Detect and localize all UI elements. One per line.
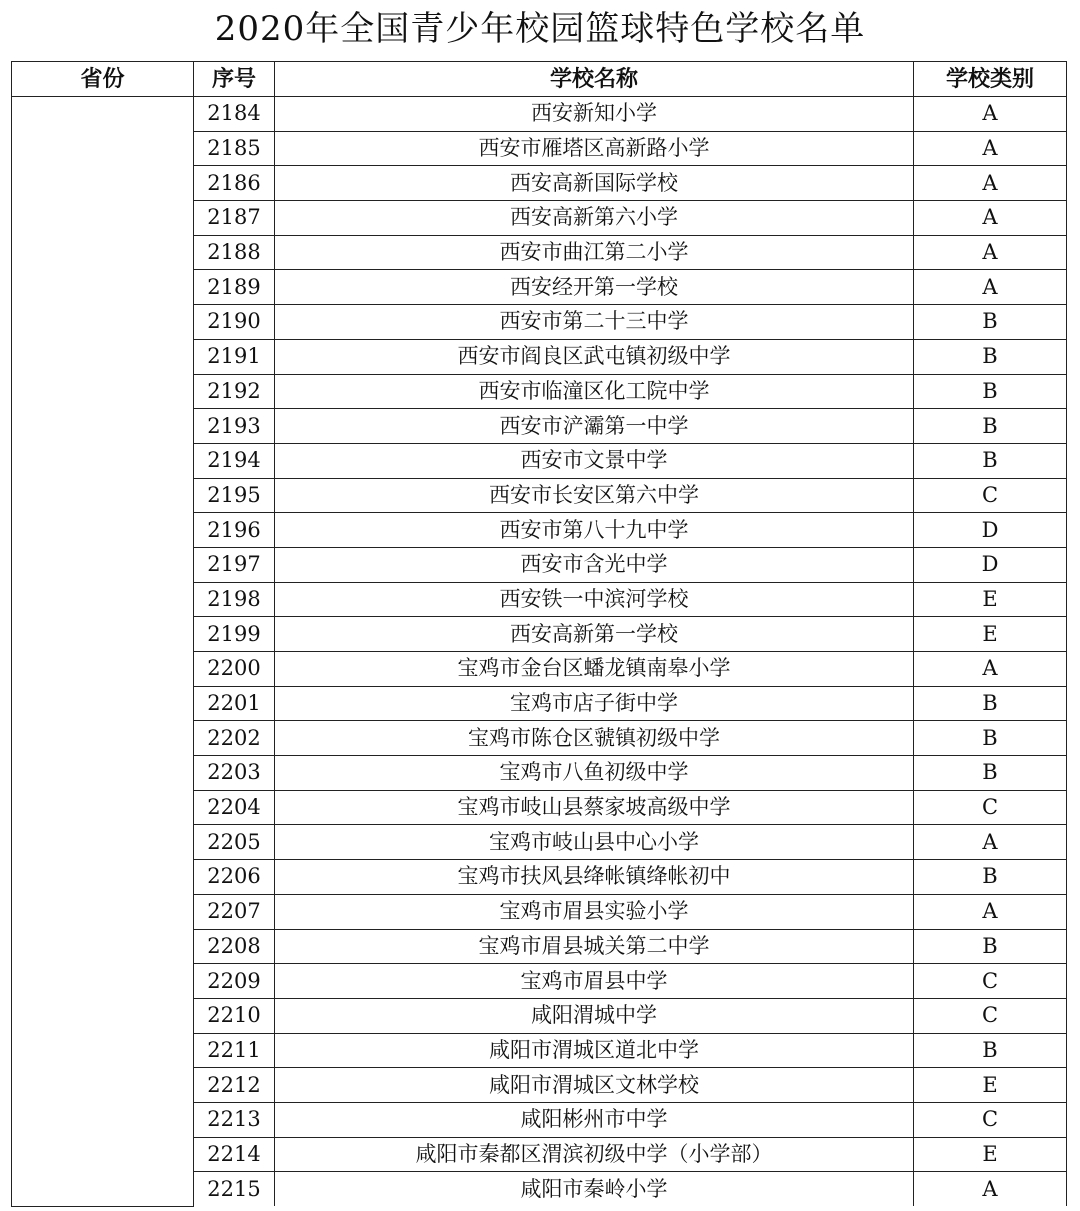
school-category-cell: E [914,1137,1067,1172]
sequence-cell: 2196 [194,513,275,548]
table-body [12,97,1067,1207]
school-name-cell: 宝鸡市眉县实验小学 [275,894,914,929]
sequence-cell: 2192 [194,374,275,409]
sequence-cell: 2193 [194,409,275,444]
header-school-name: 学校名称 [275,62,914,97]
sequence-cell: 2201 [194,686,275,721]
school-category-cell: A [914,166,1067,201]
school-category-cell: D [914,513,1067,548]
school-name-cell: 西安市雁塔区高新路小学 [275,131,914,166]
school-category-cell: B [914,374,1067,409]
school-name-cell: 宝鸡市眉县城关第二中学 [275,929,914,964]
sequence-cell: 2209 [194,964,275,999]
school-category-cell: B [914,305,1067,340]
sequence-cell: 2206 [194,860,275,895]
school-category-cell: C [914,790,1067,825]
sequence-cell: 2186 [194,166,275,201]
school-category-cell: E [914,1068,1067,1103]
school-name-cell: 西安经开第一学校 [275,270,914,305]
sequence-cell: 2215 [194,1172,275,1206]
school-category-cell: A [914,894,1067,929]
school-name-cell: 宝鸡市岐山县蔡家坡高级中学 [275,790,914,825]
sequence-cell: 2198 [194,582,275,617]
school-name-cell: 西安市第八十九中学 [275,513,914,548]
sequence-cell: 2212 [194,1068,275,1103]
sequence-cell: 2188 [194,235,275,270]
sequence-cell: 2204 [194,790,275,825]
province-cell [12,97,194,1207]
school-category-cell: B [914,409,1067,444]
sequence-cell: 2194 [194,443,275,478]
sequence-cell: 2199 [194,617,275,652]
school-list-table [11,61,1067,1207]
school-name-cell: 咸阳市秦岭小学 [275,1172,914,1206]
school-name-cell: 西安市含光中学 [275,547,914,582]
school-name-cell: 咸阳渭城中学 [275,998,914,1033]
school-category-cell: E [914,617,1067,652]
document-title: 2020年全国青少年校园篮球特色学校名单 [214,9,866,49]
sequence-cell: 2191 [194,339,275,374]
sequence-cell: 2207 [194,894,275,929]
sequence-cell: 2189 [194,270,275,305]
school-name-cell: 咸阳市渭城区文林学校 [275,1068,914,1103]
school-name-cell: 宝鸡市金台区蟠龙镇南皋小学 [275,652,914,687]
school-category-cell: A [914,201,1067,236]
table-header-row [12,62,1067,97]
sequence-cell: 2187 [194,201,275,236]
school-name-cell: 宝鸡市扶风县绛帐镇绛帐初中 [275,860,914,895]
school-category-cell: A [914,652,1067,687]
school-name-cell: 西安市曲江第二小学 [275,235,914,270]
school-name-cell: 西安铁一中滨河学校 [275,582,914,617]
sequence-cell: 2211 [194,1033,275,1068]
sequence-cell: 2205 [194,825,275,860]
school-name-cell: 西安新知小学 [275,97,914,132]
school-category-cell: B [914,339,1067,374]
school-category-cell: B [914,929,1067,964]
school-category-cell: B [914,860,1067,895]
sequence-cell: 2184 [194,97,275,132]
school-name-cell: 西安高新第六小学 [275,201,914,236]
sequence-cell: 2185 [194,131,275,166]
sequence-cell: 2210 [194,998,275,1033]
header-school-category: 学校类别 [914,62,1067,97]
school-name-cell: 西安市长安区第六中学 [275,478,914,513]
school-name-cell: 宝鸡市八鱼初级中学 [275,756,914,791]
school-name-cell: 西安市临潼区化工院中学 [275,374,914,409]
sequence-cell: 2208 [194,929,275,964]
school-category-cell: B [914,443,1067,478]
school-category-cell: C [914,478,1067,513]
school-category-cell: C [914,998,1067,1033]
school-name-cell: 宝鸡市陈仓区虢镇初级中学 [275,721,914,756]
school-name-cell: 西安市第二十三中学 [275,305,914,340]
header-sequence: 序号 [194,62,275,97]
school-name-cell: 咸阳市渭城区道北中学 [275,1033,914,1068]
sequence-cell: 2195 [194,478,275,513]
school-category-cell: A [914,97,1067,132]
school-category-cell: B [914,756,1067,791]
school-category-cell: B [914,721,1067,756]
sequence-cell: 2213 [194,1102,275,1137]
school-name-cell: 宝鸡市岐山县中心小学 [275,825,914,860]
table-row [12,97,1067,132]
school-category-cell: B [914,686,1067,721]
school-category-cell: E [914,582,1067,617]
school-name-cell: 西安市文景中学 [275,443,914,478]
school-name-cell: 宝鸡市店子街中学 [275,686,914,721]
school-name-cell: 西安市浐灞第一中学 [275,409,914,444]
school-category-cell: A [914,270,1067,305]
school-category-cell: B [914,1033,1067,1068]
sequence-cell: 2214 [194,1137,275,1172]
school-name-cell: 西安市阎良区武屯镇初级中学 [275,339,914,374]
sequence-cell: 2200 [194,652,275,687]
school-category-cell: A [914,131,1067,166]
header-province: 省份 [12,62,194,97]
school-name-cell: 咸阳彬州市中学 [275,1102,914,1137]
school-category-cell: A [914,235,1067,270]
school-name-cell: 宝鸡市眉县中学 [275,964,914,999]
sequence-cell: 2190 [194,305,275,340]
school-name-cell: 西安高新国际学校 [275,166,914,201]
sequence-cell: 2203 [194,756,275,791]
sequence-cell: 2202 [194,721,275,756]
school-name-cell: 咸阳市秦都区渭滨初级中学（小学部） [275,1137,914,1172]
school-category-cell: D [914,547,1067,582]
school-category-cell: C [914,964,1067,999]
school-name-cell: 西安高新第一学校 [275,617,914,652]
school-category-cell: A [914,1172,1067,1206]
sequence-cell: 2197 [194,547,275,582]
school-category-cell: A [914,825,1067,860]
school-category-cell: C [914,1102,1067,1137]
